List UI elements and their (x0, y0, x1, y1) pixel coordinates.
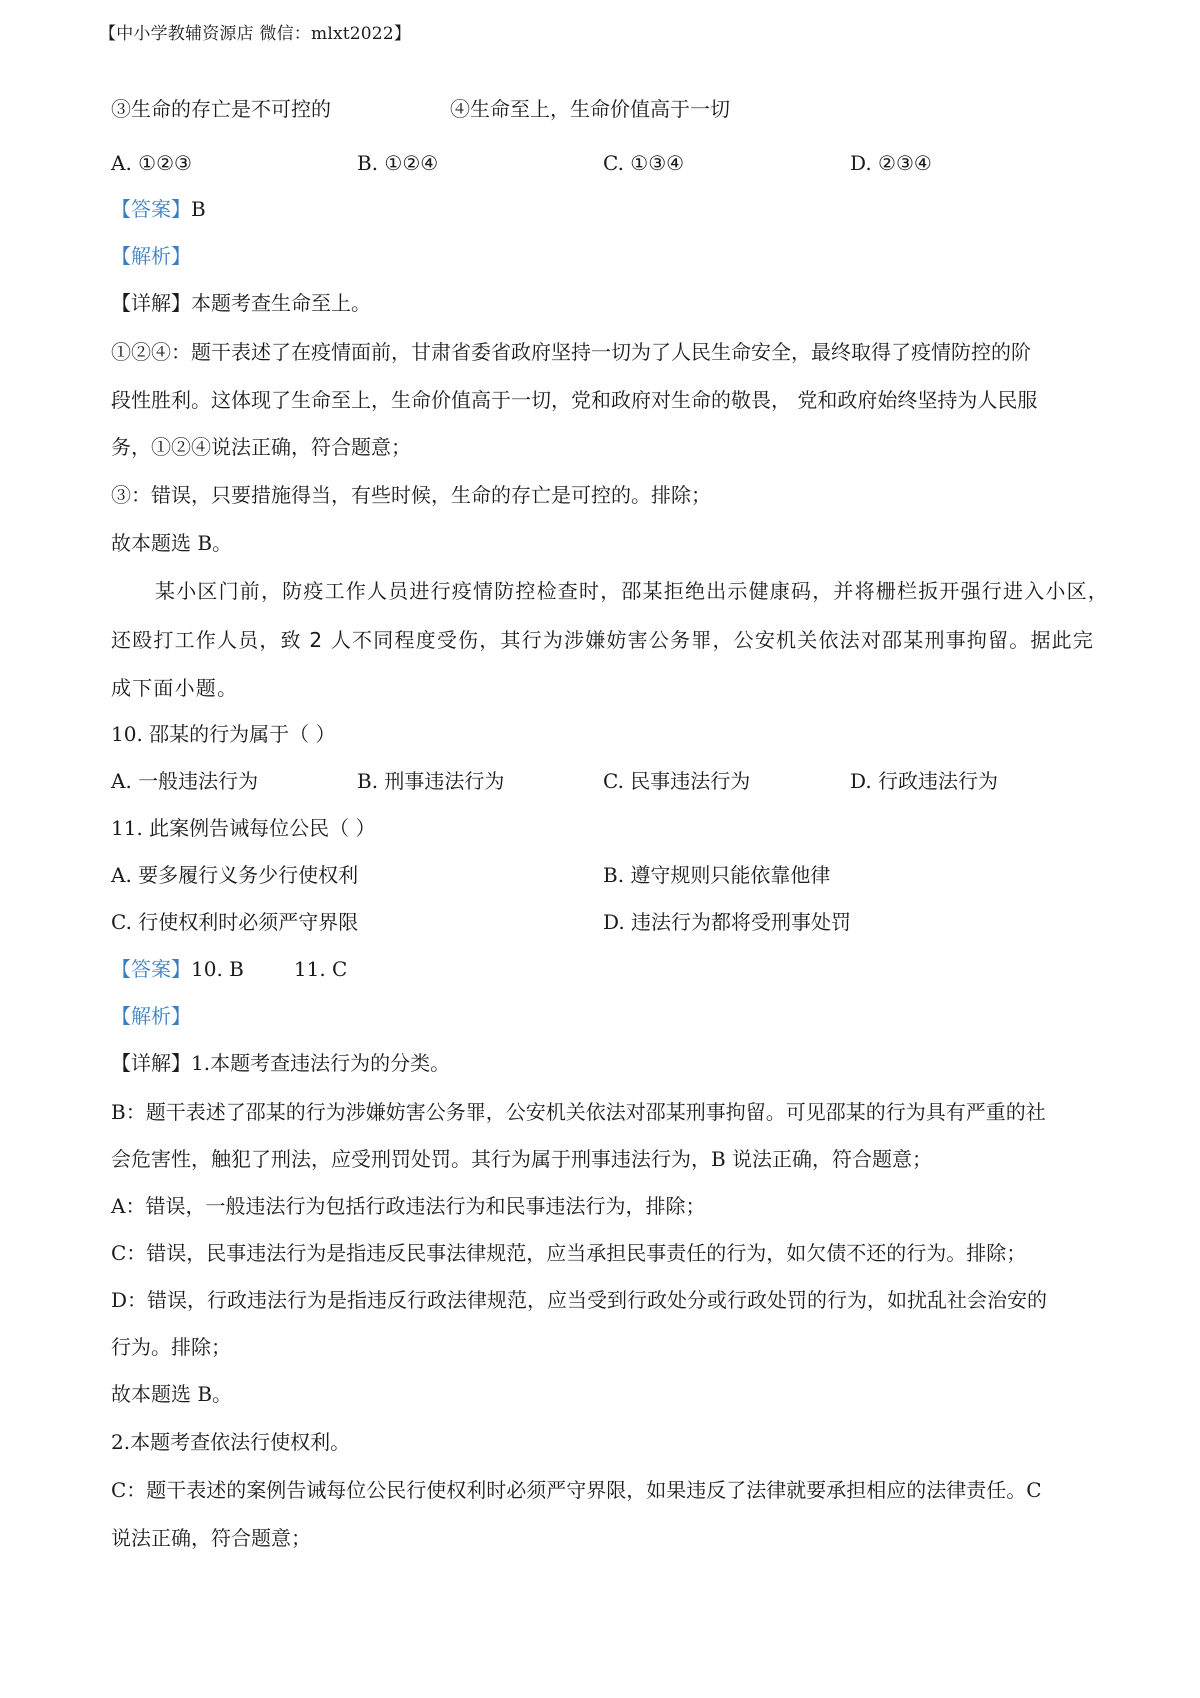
q10-choice-c: C. 民事违法行为 (603, 769, 751, 793)
detail-label: 【详解】 (111, 1051, 191, 1075)
question-stem: 还殴打工作人员，致 2 人不同程度受伤，其行为涉嫌妨害公务罪，公安机关依法对邵某刑事拘留。据此完 (111, 628, 1095, 652)
detail-label: 【详解】 (111, 291, 191, 315)
watermark-header: 【中小学教辅资源店 微信：mlxt2022】 (99, 24, 412, 44)
detail-paragraph: 会危害性，触犯了刑法，应受刑罚处罚。其行为属于刑事违法行为，B 说法正确，符合题意； (111, 1147, 933, 1171)
option-4: ④生命至上，生命价值高于一切 (450, 97, 730, 121)
choice-a: A. ①②③ (111, 151, 192, 175)
choice-b: B. ①②④ (357, 151, 439, 175)
answer-value-10: 10. B (191, 957, 244, 981)
answer-line (111, 196, 206, 222)
detail-paragraph: B：题干表述了邵某的行为涉嫌妨害公务罪，公安机关依法对邵某刑事拘留。可见邵某的行为具有严重的社 (111, 1100, 1046, 1124)
answer-line (111, 956, 347, 982)
detail-paragraph: 2.本题考查依法行使权利。 (111, 1430, 351, 1454)
q11-choice-a: A. 要多履行义务少行使权利 (111, 863, 359, 887)
detail-intro (111, 1050, 450, 1076)
detail-conclusion: 故本题选 B。 (111, 531, 233, 555)
q11-choice-d: D. 违法行为都将受刑事处罚 (603, 910, 852, 934)
question-stem: 成下面小题。 (111, 676, 239, 700)
answer-value-11: 11. C (293, 957, 348, 981)
q10-choice-b: B. 刑事违法行为 (357, 769, 505, 793)
detail-intro (111, 290, 371, 316)
analysis-label: 【解析】 (111, 1004, 191, 1028)
choice-c: C. ①③④ (603, 151, 685, 175)
question-11: 11. 此案例告诫每位公民（ ） (111, 816, 376, 840)
detail-paragraph: 行为。排除； (111, 1335, 231, 1359)
answer-value: B (191, 197, 206, 221)
detail-paragraph: ③：错误，只要措施得当，有些时候，生命的存亡是可控的。排除； (111, 483, 711, 507)
detail-intro-text: 本题考查生命至上。 (191, 291, 371, 315)
question-stem: 某小区门前，防疫工作人员进行疫情防控检查时，邵某拒绝出示健康码，并将栅栏扳开强行进入小区， (155, 579, 1109, 603)
detail-paragraph: C：题干表述的案例告诫每位公民行使权利时必须严守界限，如果违反了法律就要承担相应的法律责任。C (111, 1478, 1042, 1502)
answer-label: 【答案】 (111, 197, 191, 221)
detail-intro-text: 1.本题考查违法行为的分类。 (191, 1051, 451, 1075)
q11-choice-b: B. 遵守规则只能依靠他律 (603, 863, 831, 887)
q10-choice-d: D. 行政违法行为 (850, 769, 999, 793)
detail-paragraph: D：错误，行政违法行为是指违反行政法律规范，应当受到行政处分或行政处罚的行为，如扰乱社会治安的 (111, 1288, 1048, 1312)
detail-paragraph: C：错误，民事违法行为是指违反民事法律规范，应当承担民事责任的行为，如欠债不还的行为。排除； (111, 1241, 1027, 1265)
detail-paragraph: 段性胜利。这体现了生命至上，生命价值高于一切，党和政府对生命的敬畏， 党和政府始终坚持为人民服 (111, 388, 1038, 412)
detail-paragraph: 说法正确，符合题意； (111, 1526, 311, 1550)
q10-choice-a: A. 一般违法行为 (111, 769, 259, 793)
detail-paragraph: A：错误，一般违法行为包括行政违法行为和民事违法行为，排除； (111, 1194, 706, 1218)
question-10: 10. 邵某的行为属于（ ） (111, 722, 336, 746)
analysis-label: 【解析】 (111, 244, 191, 268)
choice-d: D. ②③④ (850, 151, 932, 175)
detail-conclusion: 故本题选 B。 (111, 1382, 233, 1406)
q11-choice-c: C. 行使权利时必须严守界限 (111, 910, 359, 934)
detail-paragraph: 务，①②④说法正确，符合题意； (111, 435, 411, 459)
detail-paragraph: ①②④：题干表述了在疫情面前，甘肃省委省政府坚持一切为了人民生命安全，最终取得了疫情防控的阶 (111, 340, 1031, 364)
answer-label: 【答案】 (111, 957, 191, 981)
option-3: ③生命的存亡是不可控的 (111, 97, 331, 121)
